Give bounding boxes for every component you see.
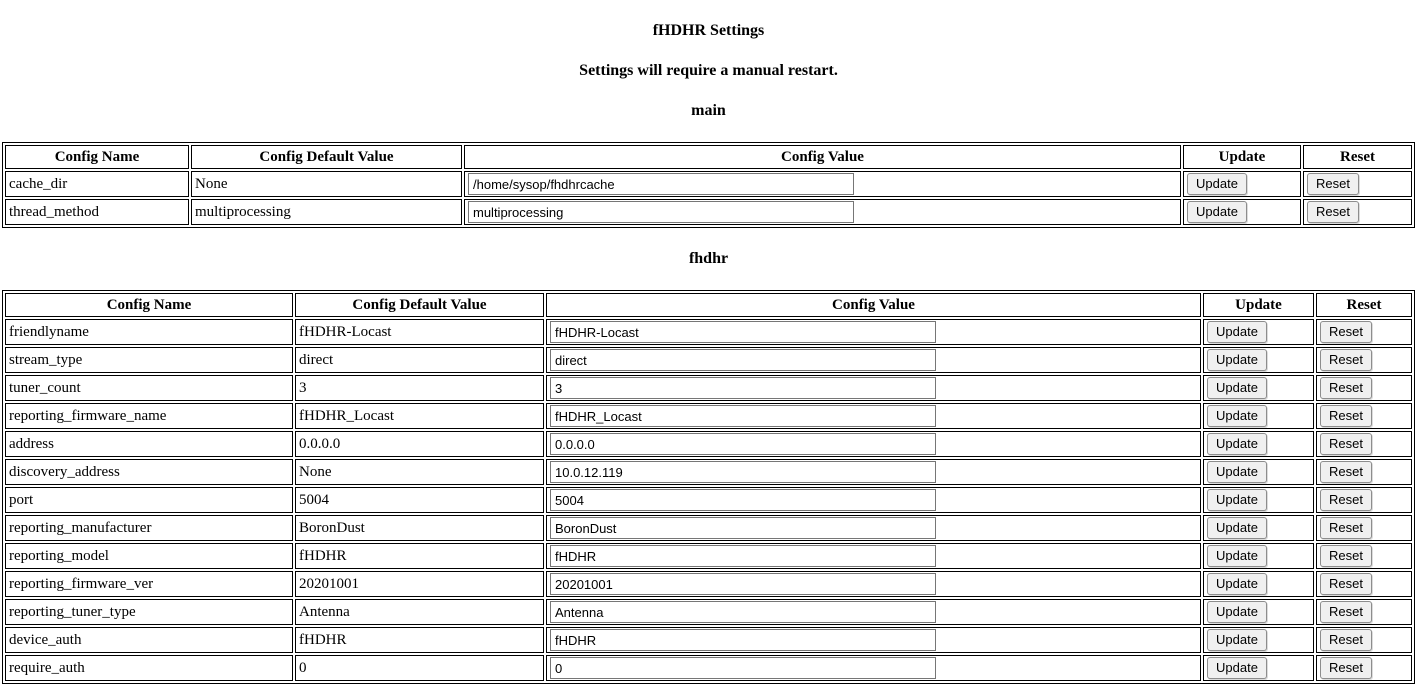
config-value-cell [546,347,1201,373]
config-value-input-reporting-firmware-ver[interactable] [550,573,936,595]
reset-cell [1316,431,1412,457]
update-button-device-auth[interactable]: Update [1207,629,1267,651]
column-header-config-value: Config Value [464,145,1181,169]
config-name-cell: device_auth [5,627,293,653]
reset-cell [1316,543,1412,569]
config-default-cell: direct [295,347,544,373]
config-value-cell [546,543,1201,569]
update-button-address[interactable]: Update [1207,433,1267,455]
config-default-cell: 3 [295,375,544,401]
column-header-reset: Reset [1316,293,1412,317]
update-button-discovery-address[interactable]: Update [1207,461,1267,483]
reset-button-reporting-model[interactable]: Reset [1320,545,1372,567]
config-name-cell: tuner_count [5,375,293,401]
reset-cell [1316,627,1412,653]
reset-cell [1316,375,1412,401]
update-button-cache-dir[interactable]: Update [1187,173,1247,195]
reset-button-tuner-count[interactable]: Reset [1320,377,1372,399]
config-value-cell [546,571,1201,597]
config-default-cell: BoronDust [295,515,544,541]
config-name-cell: require_auth [5,655,293,681]
update-cell [1203,319,1314,345]
reset-cell [1316,515,1412,541]
reset-cell [1303,171,1412,197]
column-header-reset: Reset [1303,145,1412,169]
reset-button-stream-type[interactable]: Reset [1320,349,1372,371]
update-cell [1203,571,1314,597]
reset-cell [1316,571,1412,597]
column-header-config-name: Config Name [5,145,189,169]
page-title: fHDHR Settings [652,22,765,39]
config-name-cell: reporting_manufacturer [5,515,293,541]
column-header-config-default-value: Config Default Value [191,145,462,169]
table-row [5,375,1412,401]
update-cell [1203,543,1314,569]
config-default-cell: 0 [295,655,544,681]
config-name-cell: thread_method [5,199,189,225]
reset-button-reporting-manufacturer[interactable]: Reset [1320,517,1372,539]
column-header-config-default-value: Config Default Value [295,293,544,317]
table-row [5,571,1412,597]
update-button-require-auth[interactable]: Update [1207,657,1267,679]
config-name-cell: discovery_address [5,459,293,485]
column-header-config-value: Config Value [546,293,1201,317]
config-value-input-reporting-manufacturer[interactable] [550,517,936,539]
config-name-cell: cache_dir [5,171,189,197]
reset-button-device-auth[interactable]: Reset [1320,629,1372,651]
config-value-input-stream-type[interactable] [550,349,936,371]
config-default-cell: fHDHR [295,627,544,653]
config-value-cell [464,171,1181,197]
table-row [5,199,1412,225]
config-name-cell: address [5,431,293,457]
config-sections [2,102,1415,684]
table-row [5,319,1412,345]
config-default-cell: fHDHR_Locast [295,403,544,429]
table-row [5,487,1412,513]
reset-cell [1316,459,1412,485]
config-value-input-device-auth[interactable] [550,629,936,651]
page-subtitle: Settings will require a manual restart. [579,62,838,79]
config-name-cell: reporting_model [5,543,293,569]
config-value-input-address[interactable] [550,433,936,455]
reset-button-reporting-firmware-name[interactable]: Reset [1320,405,1372,427]
update-cell [1203,459,1314,485]
table-row [5,171,1412,197]
update-cell [1203,655,1314,681]
table-row [5,543,1412,569]
update-button-friendlyname[interactable]: Update [1207,321,1267,343]
table-row [5,655,1412,681]
config-value-input-reporting-tuner-type[interactable] [550,601,936,623]
reset-cell [1316,655,1412,681]
table-row [5,599,1412,625]
update-cell [1203,515,1314,541]
reset-cell [1316,403,1412,429]
config-value-input-cache-dir[interactable] [468,173,854,195]
table-row [5,403,1412,429]
config-default-cell: 0.0.0.0 [295,431,544,457]
config-name-cell: reporting_firmware_ver [5,571,293,597]
config-default-cell: fHDHR-Locast [295,319,544,345]
table-row [5,431,1412,457]
config-value-cell [546,627,1201,653]
config-value-cell [546,515,1201,541]
update-cell [1203,487,1314,513]
reset-button-friendlyname[interactable]: Reset [1320,321,1372,343]
config-name-cell: stream_type [5,347,293,373]
update-cell [1203,403,1314,429]
reset-cell [1303,199,1412,225]
reset-cell [1316,599,1412,625]
config-value-input-friendlyname[interactable] [550,321,936,343]
column-header-update: Update [1203,293,1314,317]
config-default-cell: Antenna [295,599,544,625]
config-value-input-thread-method[interactable] [468,201,854,223]
config-value-cell [546,655,1201,681]
config-default-cell: None [295,459,544,485]
reset-button-reporting-firmware-ver[interactable]: Reset [1320,573,1372,595]
update-cell [1203,431,1314,457]
config-value-input-reporting-model[interactable] [550,545,936,567]
reset-button-require-auth[interactable]: Reset [1320,657,1372,679]
config-value-input-tuner-count[interactable] [550,377,936,399]
table-row [5,347,1412,373]
config-name-cell: port [5,487,293,513]
update-button-reporting-firmware-name[interactable]: Update [1207,405,1267,427]
config-default-cell: None [191,171,462,197]
update-button-thread-method[interactable]: Update [1187,201,1247,223]
config-default-cell: multiprocessing [191,199,462,225]
reset-button-thread-method[interactable]: Reset [1307,201,1359,223]
header-row [5,145,1412,169]
update-cell [1183,171,1301,197]
config-default-cell: 5004 [295,487,544,513]
update-cell [1203,627,1314,653]
table-row [5,459,1412,485]
config-value-cell [546,403,1201,429]
update-button-reporting-tuner-type[interactable]: Update [1207,601,1267,623]
update-button-stream-type[interactable]: Update [1207,349,1267,371]
reset-button-port[interactable]: Reset [1320,489,1372,511]
reset-cell [1316,347,1412,373]
update-cell [1183,199,1301,225]
config-default-cell: fHDHR [295,543,544,569]
section-heading-fhdhr: fhdhr [688,250,729,267]
config-value-cell [464,199,1181,225]
update-cell [1203,347,1314,373]
settings-page [2,22,1415,684]
header-row [5,293,1412,317]
config-value-cell [546,431,1201,457]
config-value-cell [546,375,1201,401]
update-button-tuner-count[interactable]: Update [1207,377,1267,399]
config-value-cell [546,459,1201,485]
reset-button-cache-dir[interactable]: Reset [1307,173,1359,195]
config-value-input-require-auth[interactable] [550,657,936,679]
table-row [5,627,1412,653]
config-value-cell [546,487,1201,513]
config-name-cell: reporting_tuner_type [5,599,293,625]
config-value-input-port[interactable] [550,489,936,511]
config-table-fhdhr [2,290,1415,684]
config-name-cell: reporting_firmware_name [5,403,293,429]
config-value-input-reporting-firmware-name[interactable] [550,405,936,427]
config-value-cell [546,319,1201,345]
update-button-reporting-firmware-ver[interactable]: Update [1207,573,1267,595]
section-heading-main: main [691,102,726,119]
reset-cell [1316,319,1412,345]
config-name-cell: friendlyname [5,319,293,345]
table-row [5,515,1412,541]
reset-button-address[interactable]: Reset [1320,433,1372,455]
update-button-reporting-manufacturer[interactable]: Update [1207,517,1267,539]
update-button-reporting-model[interactable]: Update [1207,545,1267,567]
config-default-cell: 20201001 [295,571,544,597]
reset-button-discovery-address[interactable]: Reset [1320,461,1372,483]
update-cell [1203,599,1314,625]
update-button-port[interactable]: Update [1207,489,1267,511]
column-header-config-name: Config Name [5,293,293,317]
config-table-main [2,142,1415,228]
update-cell [1203,375,1314,401]
reset-cell [1316,487,1412,513]
config-value-input-discovery-address[interactable] [550,461,936,483]
config-value-cell [546,599,1201,625]
column-header-update: Update [1183,145,1301,169]
reset-button-reporting-tuner-type[interactable]: Reset [1320,601,1372,623]
